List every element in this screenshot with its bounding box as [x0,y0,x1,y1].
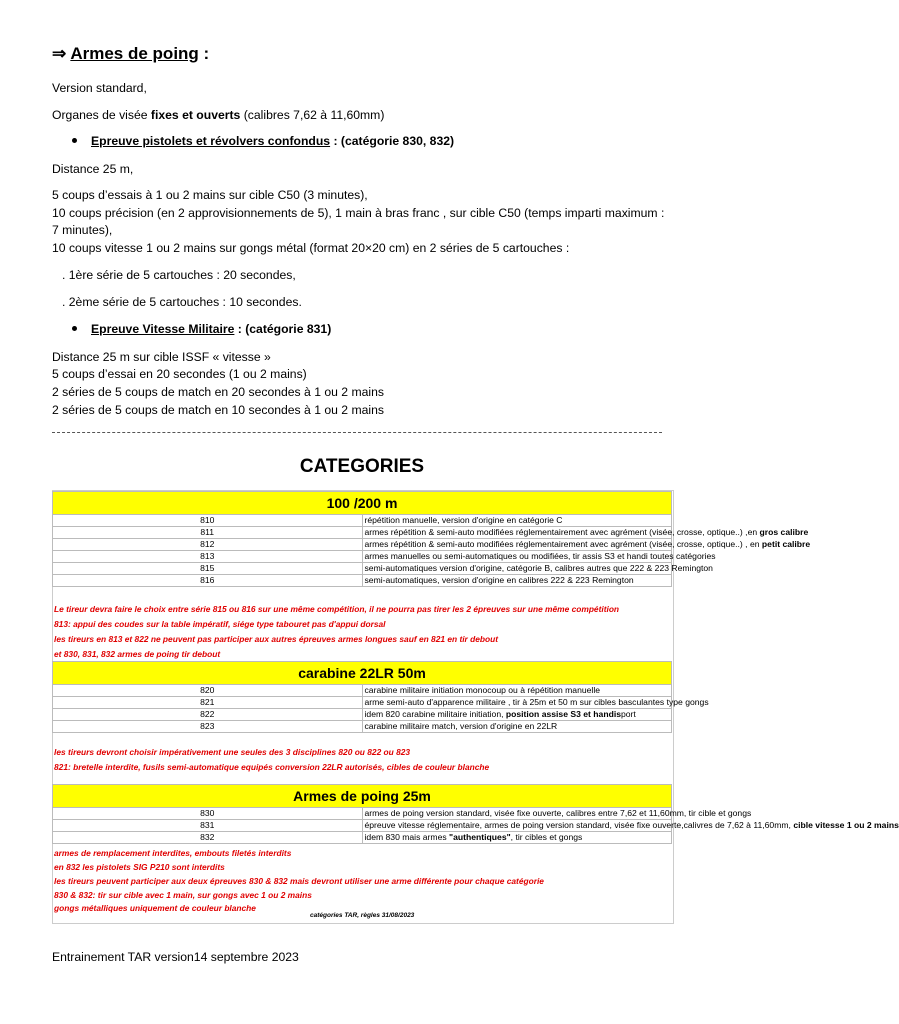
divider [52,432,662,433]
vitesse-line: 5 coups d’essai en 20 secondes (1 ou 2 mains) [52,367,307,381]
note: armes de remplacement interdites, embouts filetés interdits [54,848,292,858]
table-row: 830 armes de poing version standard, visée fixe ouverte, calibres entre 7,62 et 11,60mm, tir cible et gongs [53,808,672,820]
section-header: carabine 22LR 50m [53,662,672,685]
signature-note: catégories TAR, règles 31/08/2023 [310,912,415,919]
note: les tireurs en 813 et 822 ne peuvent pas participer aux autres épreuves armes longues sauf en 821 en tir debout [54,634,499,644]
note: en 832 les pistolets SIG P210 sont interdits [54,862,225,872]
heading-title: Armes de poing [70,44,199,63]
table-row: 811 armes répétition & semi-auto modifiées réglementairement avec agrément (visée, crosse, optique..) ,en gros calibre [53,527,672,539]
vitesse-line: 2 séries de 5 coups de match en 10 secondes à 1 ou 2 mains [52,403,384,417]
table-row: 831 épreuve vitesse réglementaire, armes de poing version standard, visée fixe ouverte,calivres de 7,62 à 11,60mm, cible vitesse 1 ou 2 mains [53,820,672,832]
note: et 830, 831, 832 armes de poing tir debout [54,649,221,659]
table-row: 820 carabine militaire initiation monocoup ou à répétition manuelle [53,685,672,697]
note: 830 & 832: tir sur cible avec 1 main, sur gongs avec 1 ou 2 mains [54,890,312,900]
section-header: 100 /200 m [53,492,672,515]
table-row: 821 arme semi-auto d'apparence militaire , tir à 25m et 50 m sur cibles basculantes type gongs [53,697,672,709]
paragraph-line: 5 coups d’essais à 1 ou 2 mains sur cible C50 (3 minutes), [52,188,368,202]
table-carabine [52,661,709,733]
series-line: . 2ème série de 5 cartouches : 10 secondes. [62,295,302,309]
bullet-epreuve-pistolets: Epreuve pistolets et révolvers confondus : (catégorie 830, 832) [72,134,454,148]
table-row: 812 armes répétition & semi-auto modifiées réglementairement avec agrément (visée, crosse, optique..) , en petit calibre [53,539,672,551]
vitesse-line: 2 séries de 5 coups de match en 20 secondes à 1 ou 2 mains [52,385,384,399]
table-row: 823 carabine militaire match, version d'origine en 22LR [53,721,672,733]
table-row: 822 idem 820 carabine militaire initiation, position assise S3 et handisport [53,709,672,721]
note: gongs métalliques uniquement de couleur blanche [54,903,256,913]
bullet-vitesse-militaire: Epreuve Vitesse Militaire : (catégorie 831) [72,322,331,336]
paragraph-line: 7 minutes), [52,223,113,237]
table-row: 810 répétition manuelle, version d'origine en catégorie C [53,515,672,527]
footer: Entrainement TAR version14 septembre 2023 [52,950,299,964]
note: Le tireur devra faire le choix entre série 815 ou 816 sur une même compétition, il ne pourra pas tirer les 2 épreuves sur une même compétition [54,604,620,614]
vitesse-line: Distance 25 m sur cible ISSF « vitesse » [52,350,271,364]
table-row: 815 semi-automatiques version d'origine, catégorie B, calibres autres que 222 & 223 Remington [53,563,672,575]
note: 813: appui des coudes sur la table impératif, siége type tabouret pas d'appui dorsal [54,619,386,629]
series-line: . 1ère série de 5 cartouches : 20 secondes, [62,268,296,282]
paragraph-line: 10 coups vitesse 1 ou 2 mains sur gongs métal (format 20×20 cm) en 2 séries de 5 cartouches : [52,241,570,255]
section-heading: ⇒ Armes de poing : [52,44,210,63]
arrow-icon: ⇒ [52,44,67,63]
table-armes-de-poing [52,784,899,844]
bullet-icon [72,326,77,331]
table-row: 832 idem 830 mais armes "authentiques", tir cibles et gongs [53,832,672,844]
table-row: 813 armes manuelles ou semi-automatiques ou modifiées, tir assis S3 et handi toutes catégories [53,551,672,563]
bullet-icon [72,138,77,143]
intro-line-2: Organes de visée fixes et ouverts (calibres 7,62 à 11,60mm) [52,108,385,122]
distance-text: Distance 25 m, [52,162,134,176]
table-100-200 [52,491,811,587]
section-header: Armes de poing 25m [53,785,672,808]
paragraph-line: 10 coups précision (en 2 approvisionnements de 5), 1 main à bras franc , sur cible C50 (temps imparti maximum : [52,206,665,220]
categories-title: CATEGORIES [299,456,425,477]
note: les tireurs peuvent participer aux deux épreuves 830 & 832 mais devront utiliser une arme différente pour chaque catégorie [54,876,544,886]
note: 821: bretelle interdite, fusils semi-automatique equipés conversion 22LR autorisés, cibles de couleur blanche [54,762,490,772]
note: les tireurs devront choisir impérativement une seules des 3 disciplines 820 ou 822 ou 823 [54,747,411,757]
intro-line-1: Version standard, [52,81,147,95]
table-row: 816 semi-automatiques, version d'origine en calibres 222 & 223 Remington [53,575,672,587]
